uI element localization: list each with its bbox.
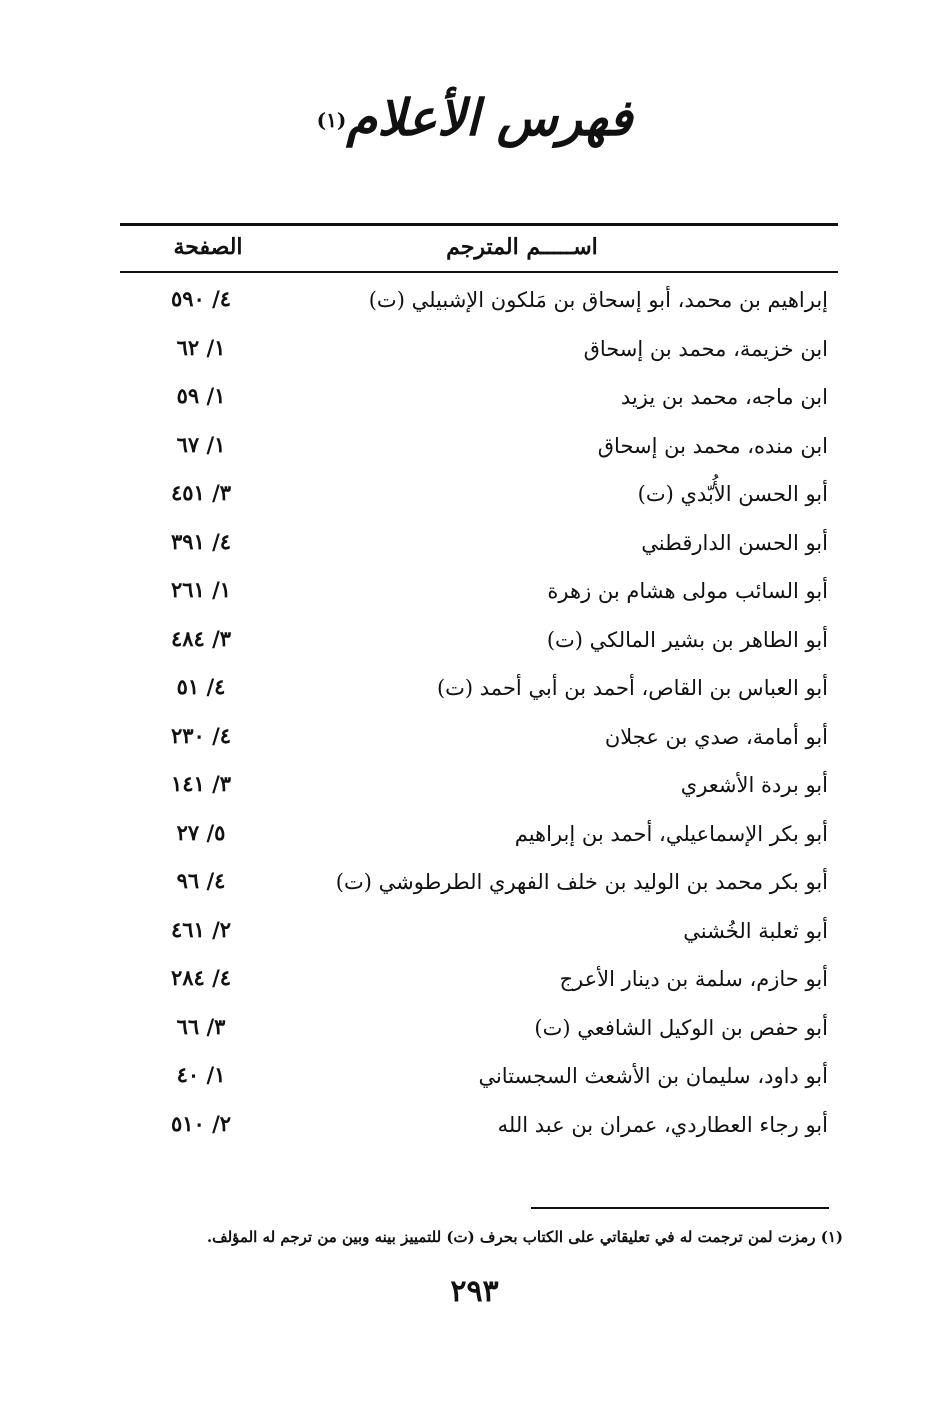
entry-page: ٤/ ٥٩٠ bbox=[170, 286, 232, 311]
table-row bbox=[120, 523, 838, 572]
table-row bbox=[120, 959, 838, 1008]
table-row bbox=[120, 329, 838, 378]
table-row bbox=[120, 717, 838, 766]
entry-name: ابن منده، محمد بن إسحاق bbox=[597, 433, 828, 458]
entry-page: ١/ ٢٦١ bbox=[170, 577, 232, 602]
title-footnote-marker: (١) bbox=[316, 108, 347, 132]
title-text: فهرس الأعلام bbox=[346, 88, 633, 147]
entry-name: أبو ثعلبة الخُشني bbox=[683, 918, 828, 943]
table-header bbox=[120, 226, 838, 271]
entry-page: ١/ ٥٩ bbox=[176, 383, 226, 408]
table-row bbox=[120, 474, 838, 523]
table-row bbox=[120, 814, 838, 863]
entry-name: أبو حازم، سلمة بن دينار الأعرج bbox=[559, 967, 828, 991]
entry-name: أبو داود، سليمان بن الأشعث السجستاني bbox=[478, 1064, 828, 1088]
entry-page: ٤/ ٢٣٠ bbox=[170, 722, 232, 748]
page-number: ٢٩٣ bbox=[450, 1274, 499, 1309]
entry-page: ٤/ ٩٦ bbox=[176, 868, 226, 893]
table-row bbox=[120, 1105, 838, 1154]
table-row bbox=[120, 862, 838, 911]
entry-page: ٤/ ٥١ bbox=[176, 674, 226, 699]
table-header-rule bbox=[120, 271, 838, 273]
table-row bbox=[120, 377, 838, 426]
entry-page: ٣/ ١٤١ bbox=[170, 771, 232, 796]
page-title bbox=[0, 78, 949, 158]
table-row bbox=[120, 1008, 838, 1057]
entry-name: ابن خزيمة، محمد بن إسحاق bbox=[583, 336, 828, 361]
table-row bbox=[120, 1056, 838, 1105]
entry-page: ٥/ ٢٧ bbox=[176, 819, 226, 845]
entry-page: ٤/ ٣٩١ bbox=[170, 528, 232, 554]
entry-name: أبو الحسن الدارقطني bbox=[641, 530, 828, 555]
footnote: (١) رمزت لمن ترجمت له في تعليقاتي على الكتاب بحرف (ت) للتمييز بينه وبين من ترجم له المؤلف. bbox=[206, 1228, 843, 1246]
entry-page: ٣/ ٤٥١ bbox=[170, 480, 232, 505]
entry-name: ابن ماجه، محمد بن يزيد bbox=[620, 385, 828, 409]
entry-page: ١/ ٤٠ bbox=[176, 1062, 226, 1087]
entry-page: ٣/ ٦٦ bbox=[176, 1013, 226, 1039]
entry-page: ٢/ ٥١٠ bbox=[170, 1110, 232, 1136]
entry-name: أبو رجاء العطاردي، عمران بن عبد الله bbox=[497, 1112, 828, 1137]
footnote-rule bbox=[531, 1207, 829, 1209]
table-body bbox=[120, 280, 838, 1153]
entry-name: أبو بردة الأشعري bbox=[680, 773, 828, 797]
table-row bbox=[120, 571, 838, 620]
entry-page: ١/ ٦٢ bbox=[176, 334, 226, 360]
table-row bbox=[120, 911, 838, 960]
table-row bbox=[120, 668, 838, 717]
entry-name: أبو الطاهر بن بشير المالكي (ت) bbox=[546, 627, 828, 652]
entry-page: ٣/ ٤٨٤ bbox=[170, 625, 232, 651]
table-row bbox=[120, 765, 838, 814]
entry-name: أبو بكر محمد بن الوليد بن خلف الفهري الطرطوشي (ت) bbox=[335, 870, 828, 894]
entry-name: أبو الحسن الأُبّدي (ت) bbox=[637, 482, 828, 506]
header-name: اســـــم المترجم bbox=[446, 234, 598, 260]
entry-name: أبو العباس بن القاص، أحمد بن أبي أحمد (ت) bbox=[436, 676, 828, 700]
table-row bbox=[120, 280, 838, 329]
table-row bbox=[120, 620, 838, 669]
entry-name: أبو أمامة، صدي بن عجلان bbox=[604, 724, 828, 749]
header-page: الصفحة bbox=[173, 234, 243, 260]
entry-name: إبراهيم بن محمد، أبو إسحاق بن مَلكون الإشبيلي (ت) bbox=[368, 288, 828, 312]
entry-name: أبو بكر الإسماعيلي، أحمد بن إبراهيم bbox=[514, 821, 828, 846]
entry-page: ١/ ٦٧ bbox=[176, 431, 226, 457]
table-row bbox=[120, 426, 838, 475]
entry-page: ٤/ ٢٨٤ bbox=[170, 965, 232, 990]
entry-name: أبو السائب مولى هشام بن زهرة bbox=[547, 579, 828, 603]
entry-name: أبو حفص بن الوكيل الشافعي (ت) bbox=[534, 1015, 828, 1040]
entry-page: ٢/ ٤٦١ bbox=[170, 916, 232, 942]
